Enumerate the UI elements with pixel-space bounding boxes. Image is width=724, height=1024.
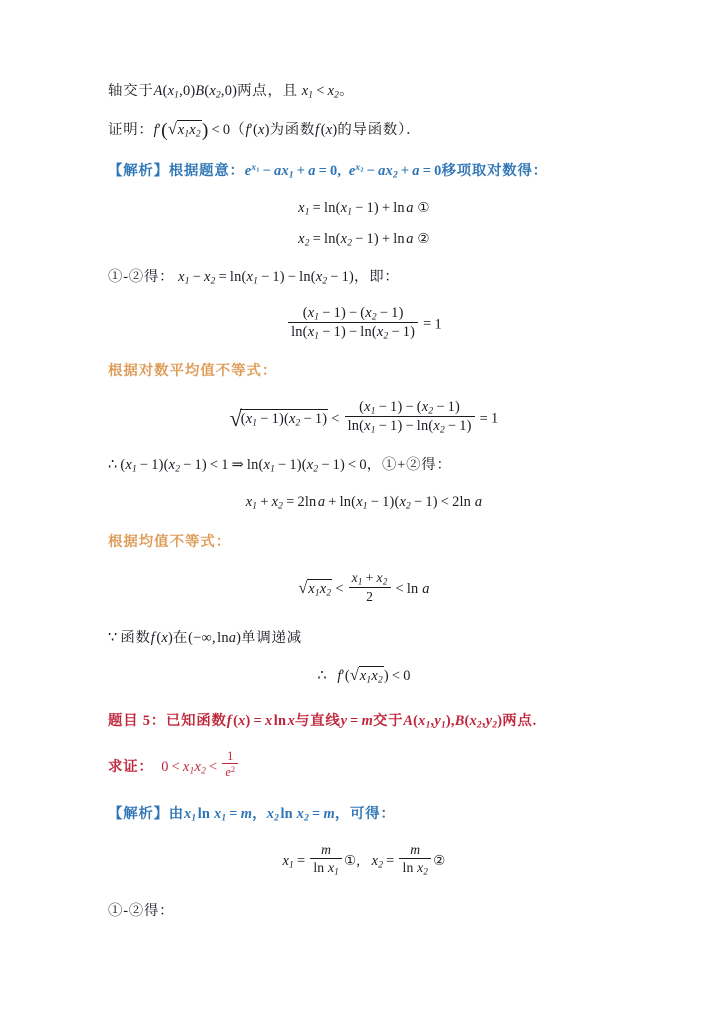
equation-1: $x_1 = \ln(x_1 - 1) + \ln$ a ①: [298, 200, 430, 218]
text-line-subtract-eqs: [108, 268, 620, 286]
text-line-analysis-1: [108, 162, 620, 180]
problem-5-text-a: 已知函数: [165, 712, 227, 729]
text-line-prove-statement: [108, 119, 620, 143]
prove-label: 证明：: [108, 122, 154, 139]
prove-fx: f (x): [315, 122, 338, 139]
infinity-symbol: ∞: [201, 629, 212, 646]
because-fx: f (x): [150, 629, 173, 646]
therefore-math-1: $(x_1 - 1)(x_2 - 1) < 1$ ⇒ $\ln(x_1 - 1)(x_2 - 1) < 0$: [120, 457, 367, 475]
hint-log-mean-text: 根据对数平均值不等式：: [108, 363, 278, 380]
text-line-subtract-2: [108, 902, 620, 920]
prove-tail: 的导函数）．: [337, 122, 422, 139]
text-line-axis-intersection: [108, 82, 620, 100]
text-line-analysis-2: [108, 805, 620, 823]
equation-7-conclusion: ∴ f′( √ $x_1x_2) < 0$: [108, 666, 620, 685]
analysis-text-1: 根据题意：: [168, 163, 245, 180]
document-body: [108, 82, 620, 920]
analysis-tail-2: ，可得：: [334, 805, 396, 822]
prove-paren-open: （: [230, 122, 246, 139]
prove-mid: 为函数: [269, 122, 316, 139]
because-text-b: 在: [172, 629, 189, 646]
eq8-tag-1: ①: [343, 852, 357, 869]
because-interval: (−∞, lna): [188, 629, 242, 646]
problem-5-text-c: 交于: [372, 712, 404, 729]
analysis-tail-1: 移项取对数得：: [441, 163, 548, 180]
eq8-tag-2: ②: [433, 852, 446, 869]
prove-label-2: 求证：: [108, 758, 154, 775]
prove-inequality: $0 < x_1x_2$ < $\frac{1}{e^2}$: [161, 759, 240, 775]
equation-3-log-mean: $\frac{(x_1 - 1) - (x_2 - 1)}{\ln(x_1 - 1) - \ln(x_2 - 1)}$ = 1: [108, 305, 620, 341]
line1-math-ineq: $x_1 < x_2$: [301, 83, 340, 101]
because-symbol: ∵: [108, 629, 118, 646]
hint-am-gm-text: 根据均值不等式：: [108, 534, 232, 551]
problem-5-text-d: 两点.: [502, 712, 537, 729]
therefore-symbol-1: ∴: [108, 457, 118, 474]
subtract-suffix: ，即：: [354, 268, 400, 285]
problem-5-prove-line: [108, 749, 620, 780]
equation-8-x-expressions: $x_1$ = $\frac{m}{\ln x_1}$ ①, $x_2$ = $\frac{m}{\ln x_2}$ ②: [282, 841, 446, 877]
equation-2: $x_2 = \ln(x_2 - 1) + \ln$ a ②: [298, 231, 430, 249]
subtract-2-text: ①-②得：: [108, 903, 175, 920]
because-text-a: 函数: [120, 629, 151, 646]
problem-5-heading: [108, 712, 620, 730]
problem-5-tag: 题目 5：: [108, 712, 166, 729]
analysis-tag-2: 【解析】: [108, 805, 169, 822]
text-line-hint-am-gm: [108, 533, 620, 551]
problem-5-func: f (x) = x ln x: [226, 712, 295, 729]
text-line-hint-log-mean: [108, 362, 620, 380]
eq1-tag: ①: [417, 200, 430, 217]
analysis-comma: ，: [252, 805, 267, 822]
analysis-tag-1: 【解析】: [108, 163, 169, 180]
analysis-by: 由: [168, 805, 184, 822]
therefore-tail-1: ，①+②得：: [366, 457, 452, 474]
problem-5-points: $A(x_1,y_1),B(x_2,y_2)$: [403, 712, 503, 731]
subtract-math: $x_1 - x_2 = \ln(x_1 - 1) - \ln(x_2 - 1)$: [178, 268, 354, 286]
line1-mid: 两点，且: [237, 83, 298, 99]
analysis-math-2a: $x_1$ $\ln x_1 = m$: [183, 805, 253, 824]
prove-fprime: f′(x): [245, 122, 270, 139]
analysis-math-1: $e^{x_1} - ax_1 + a = 0$, $e^{x_2} - ax_2 + a = 0$: [244, 163, 442, 181]
problem-5-text-b: 与直线: [294, 712, 341, 729]
line1-period: 。: [339, 83, 354, 99]
equation-6-am-gm: √ $x_1x_2$ < $\frac{x_1 + x_2}{2}$ < ln a: [108, 570, 620, 604]
equation-4-inequality: √ $(x_1 - 1)(x_2 - 1)$ < $\frac{(x_1 - 1) - (x_2 - 1)}{\ln(x_1 - 1) - \ln(x_2 - 1)}$ = 1: [108, 399, 620, 435]
because-text-c: 单调递减: [241, 629, 302, 646]
eq2-tag: ②: [417, 231, 430, 248]
text-line-because-monotone: [108, 629, 620, 647]
subtract-prefix: ①-②得：: [108, 268, 175, 285]
line1-math-points: $A(x_1,0)B(x_2,0)$: [153, 83, 238, 101]
prove-math: f′( √ $x_1x_2) < 0$: [154, 122, 231, 138]
analysis-math-2b: $x_2$ $\ln x_2 = m$: [266, 805, 335, 824]
therefore-symbol-2: ∴: [317, 667, 327, 684]
line1-prefix: 轴交于: [108, 83, 154, 99]
text-line-therefore-product: [108, 456, 620, 474]
equation-5-sum: $x_1 + x_2 = 2\ln$ $a + \ln(x_1 - 1)(x_2 - 1) < 2\ln$ a: [245, 494, 483, 512]
problem-5-line: y = m: [340, 712, 373, 729]
